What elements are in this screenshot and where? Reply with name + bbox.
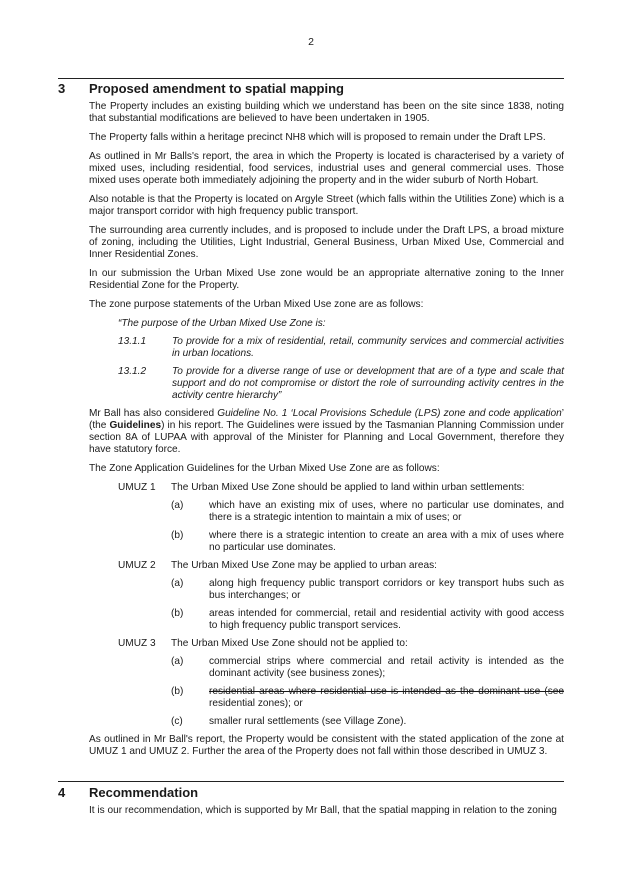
umuz-item (171, 608, 564, 632)
clause-text: To provide for a diverse range of use or development that are of a type and scale that support and do not compromise or distort the role of surrounding activity centres in the activity centre hierarchy” (172, 366, 564, 401)
umuz-row (118, 638, 564, 650)
guideline-title: Guideline No. 1 ‘Local Provisions Schedule (LPS) zone and code application (217, 408, 562, 419)
item-letter: (c) (171, 716, 183, 727)
guidelines-term: Guidelines (109, 420, 162, 431)
text-run: ’ (the (89, 408, 565, 431)
section-title: Recommendation (89, 785, 199, 800)
quote-intro: “The purpose of the Urban Mixed Use Zone is: (118, 318, 326, 329)
section-divider (58, 78, 564, 79)
umuz-item (171, 716, 564, 728)
umuz-row (118, 482, 564, 494)
paragraph: The Property falls within a heritage precinct NH8 which will is proposed to remain under the Draft LPS. (89, 132, 546, 143)
paragraph: Also notable is that the Property is located on Argyle Street (which falls within the Utilities Zone) which is a major transport corridor with high frequency public transport. (89, 194, 564, 217)
umuz-code: UMUZ 1 (118, 482, 156, 493)
item-text (209, 686, 564, 710)
clause-text: To provide for a mix of residential, retail, community services and commercial activities in urban locations. (172, 336, 564, 359)
umuz-item (171, 656, 564, 680)
clause-number: 13.1.1 (118, 336, 147, 347)
text-run: Mr Ball has also considered (89, 408, 218, 419)
item-text: which have an existing mix of uses, where no particular use dominates, and there is a strategic intention to maintain a mix of uses; or (209, 500, 564, 523)
umuz-item (171, 530, 564, 554)
umuz-item (171, 578, 564, 602)
item-letter: (a) (171, 656, 184, 667)
paragraph: The zone purpose statements of the Urban Mixed Use zone are as follows: (89, 299, 424, 310)
umuz-row (118, 560, 564, 572)
text-run: residential zones); or (209, 698, 303, 709)
section-number: 4 (58, 785, 66, 800)
item-letter: (b) (171, 530, 184, 541)
item-text: smaller rural settlements (see Village Zone). (209, 716, 407, 727)
paragraph: In our submission the Urban Mixed Use zone would be an appropriate alternative zoning to the Inner Residential Zone for the Property. (89, 268, 564, 291)
clause-number: 13.1.2 (118, 366, 147, 377)
section-divider (58, 781, 564, 782)
item-letter: (a) (171, 578, 184, 589)
item-letter: (b) (171, 608, 184, 619)
umuz-statement: The Urban Mixed Use Zone may be applied to urban areas: (171, 560, 437, 571)
paragraph: The surrounding area currently includes, and is proposed to include under the Draft LPS, a broad mixture of zoning, including the Utilities, Light Industrial, General Business, Urban Mixed Use, Commercial and Inner Residential Zones. (89, 225, 564, 260)
umuz-code: UMUZ 3 (118, 638, 156, 649)
umuz-guidelines (118, 482, 564, 728)
umuz-statement: The Urban Mixed Use Zone should not be applied to: (171, 638, 408, 649)
umuz-item (171, 686, 564, 710)
section-number: 3 (58, 81, 66, 96)
item-text: where there is a strategic intention to create an area with a mix of uses where no particular use dominates. (209, 530, 564, 553)
section-4-body (89, 805, 564, 824)
item-letter: (a) (171, 500, 184, 511)
item-text: areas intended for commercial, retail and residential activity with good access to high frequency public transport services. (209, 608, 564, 631)
item-text: commercial strips where commercial and retail activity is intended as the dominant activity (see business zones); (209, 656, 564, 679)
paragraph: As outlined in Mr Balls's report, the area in which the Property is located is characterised by a variety of mixed uses, including residential, food services, industrial uses and general commercial uses. Those mixed uses operate both immediately adjoining the property and in the wider suburb of North Hobart. (89, 151, 564, 186)
umuz-item (171, 500, 564, 524)
zone-purpose-quote (118, 318, 564, 402)
struck-text: residential areas where residential use is intended as the dominant use (see (209, 686, 564, 697)
quote-clause (118, 336, 564, 360)
paragraph: The Zone Application Guidelines for the Urban Mixed Use Zone are as follows: (89, 463, 440, 474)
item-letter: (b) (171, 686, 184, 697)
paragraph: It is our recommendation, which is supported by Mr Ball, that the spatial mapping in relation to the zoning (89, 805, 557, 816)
umuz-statement: The Urban Mixed Use Zone should be applied to land within urban settlements: (171, 482, 525, 493)
section-3-body (89, 101, 564, 765)
paragraph: The Property includes an existing building which we understand has been on the site since 1838, noting that substantial modifications are believed to have been undertaken in 1905. (89, 101, 564, 124)
quote-clause (118, 366, 564, 402)
guidelines-paragraph (89, 408, 564, 456)
text-run: ) in his report. The Guidelines were issued by the Tasmanian Planning Commission under section 8A of LUPAA with approval of the Minister for Planning and Local Government, therefore they have statutory force. (89, 420, 564, 455)
section-title: Proposed amendment to spatial mapping (89, 81, 344, 96)
item-text: along high frequency public transport corridors or key transport hubs such as bus interchanges; or (209, 578, 564, 601)
page-number: 2 (308, 36, 314, 48)
paragraph: As outlined in Mr Ball's report, the Property would be consistent with the stated application of the zone at UMUZ 1 and UMUZ 2. Further the area of the Property does not fall within those described in UMUZ 3. (89, 734, 564, 757)
umuz-code: UMUZ 2 (118, 560, 156, 571)
